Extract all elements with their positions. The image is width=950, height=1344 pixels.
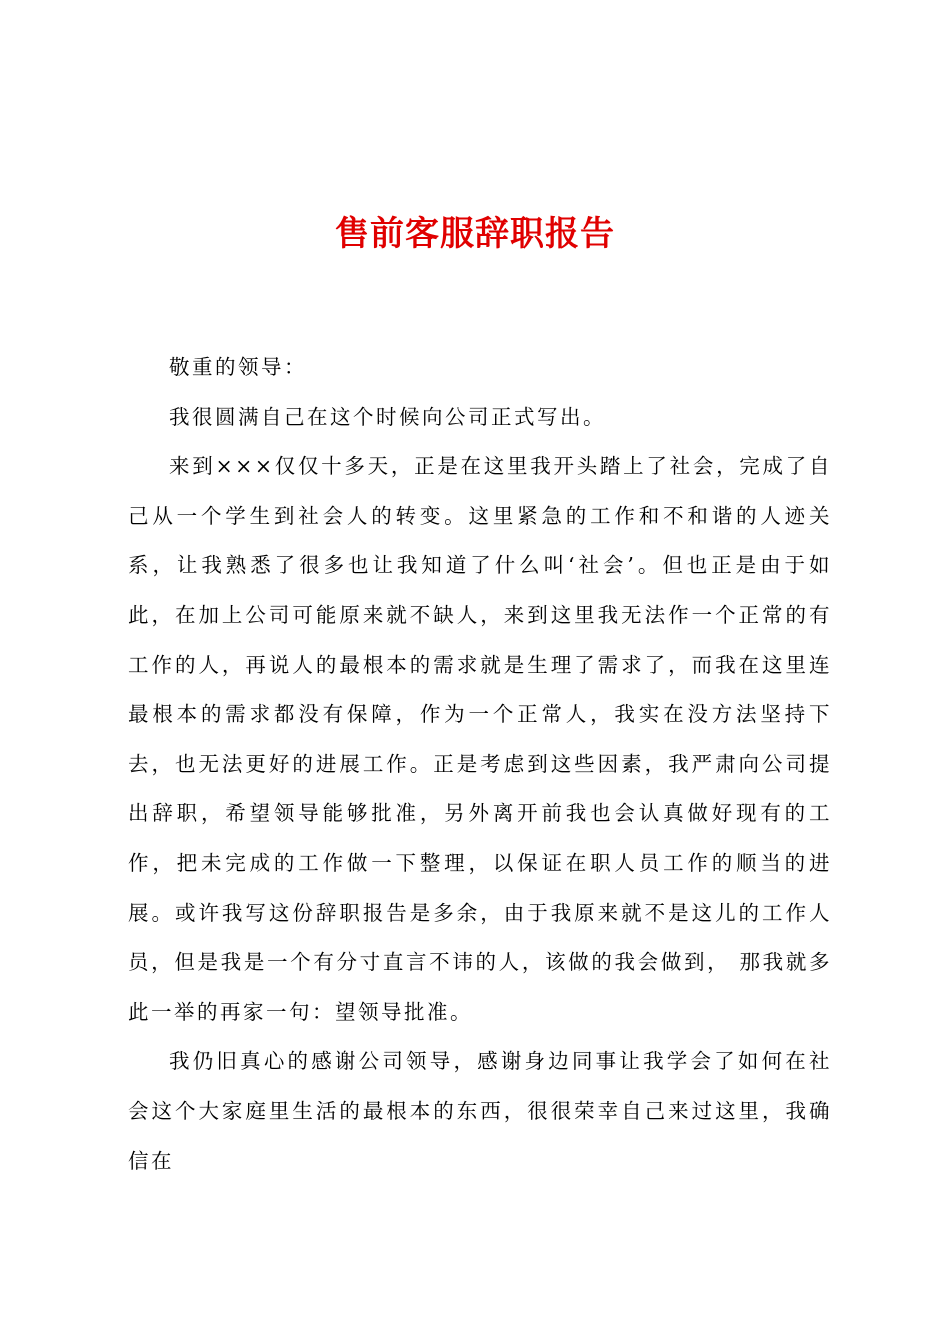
- paragraph-2: 来到×××仅仅十多天，正是在这里我开头踏上了社会，完成了自己从一个学生到社会人的转变。这里紧急的工作和不和谐的人迹关系，让我熟悉了很多也让我知道了什么叫‘社会’。但也正是由于如此，在加上公司可能原来就不缺人，来到这里我无法作一个正常的有工作的人，再说人的最根本的需求就是生理了需求了，而我在这里连最根本的需求都没有保障，作为一个正常人，我实在没方法坚持下去，也无法更好的进展工作。正是考虑到这些因素，我严肃向公司提出辞职，希望领导能够批准，另外离开前我也会认真做好现有的工作，把未完成的工作做一下整理，以保证在职人员工作的顺当的进展。或许我写这份辞职报告是多余，由于我原来就不是这儿的工作人员，但是我是一个有分寸直言不讳的人，该做的我会做到， 那我就多此一举的再家一句：望领导批准。: [128, 454, 832, 1024]
- paragraph-3: 我仍旧真心的感谢公司领导，感谢身边同事让我学会了如何在社会这个大家庭里生活的最根本的东西，很很荣幸自己来过这里，我确信在: [128, 1049, 832, 1173]
- paragraph-1: 我很圆满自己在这个时候向公司正式写出。: [169, 404, 606, 429]
- document-body: [128, 343, 832, 1186]
- document-title: 售前客服辞职报告: [335, 214, 615, 254]
- salutation: 敬重的领导：: [169, 355, 307, 379]
